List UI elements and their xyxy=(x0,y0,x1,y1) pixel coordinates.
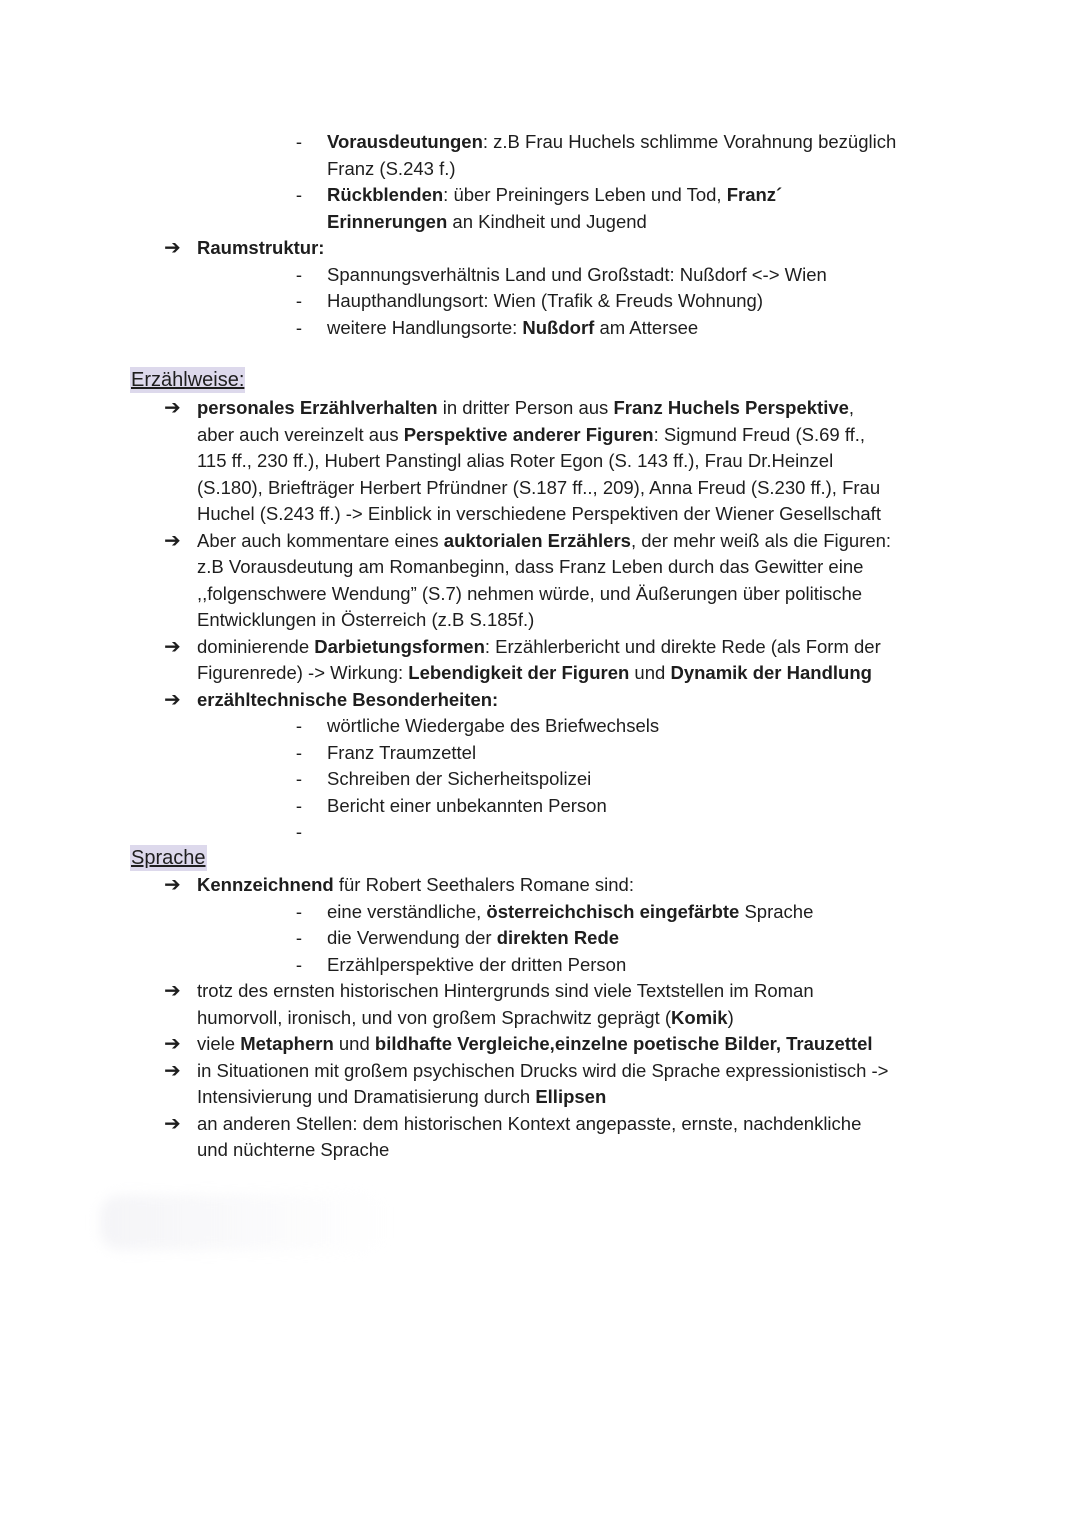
dash-bullet: - xyxy=(295,900,303,922)
term-vorausdeutungen: Vorausdeutungen xyxy=(327,131,483,152)
dash-bullet: - xyxy=(295,927,303,948)
arrow-item xyxy=(0,235,1080,262)
list-item: - Schreiben der Sicherheitspolizei xyxy=(0,766,1080,793)
arrow-icon: ➔ xyxy=(164,1033,181,1055)
arrow-icon: ➔ xyxy=(164,688,181,711)
term-rueckblenden: Rückblenden xyxy=(327,184,444,205)
list-item: - Haupthandlungsort: Wien (Trafik & Freuds Wohnung) xyxy=(0,288,1080,315)
raumstruktur-title: Raumstruktur: xyxy=(197,237,325,258)
list-item-continuation: Erinnerungen an Kindheit und Jugend xyxy=(327,210,647,232)
arrow-item: ➔ an anderen Stellen: dem historischen Kontext angepasste, ernste, nachdenkliche xyxy=(0,1111,1080,1138)
list-item: - Erzählperspektive der dritten Person xyxy=(0,952,1080,979)
arrow-icon: ➔ xyxy=(164,1112,181,1135)
list-item-empty xyxy=(0,819,1080,846)
arrow-icon: ➔ xyxy=(164,980,181,1002)
dash-bullet: - xyxy=(295,290,303,311)
list-item: - Spannungsverhältnis Land und Großstadt: Nußdorf <-> Wien xyxy=(0,262,1080,289)
arrow-item: ➔ Aber auch kommentare eines auktorialen Erzählers, der mehr weiß als die Figuren: xyxy=(0,528,1080,555)
arrow-icon: ➔ xyxy=(164,529,181,552)
arrow-icon: ➔ xyxy=(164,1059,181,1082)
arrow-item: ➔ Kennzeichnend für Robert Seethalers Romane sind: xyxy=(0,872,1080,899)
arrow-item: ➔ in Situationen mit großem psychischen Drucks wird die Sprache expressionistisch -> xyxy=(0,1058,1080,1085)
list-item: - wörtliche Wiedergabe des Briefwechsels xyxy=(0,713,1080,740)
dash-bullet: - xyxy=(295,821,303,842)
erzaehlweise-section: ➔ personales Erzählverhalten in dritter Person aus Franz Huchels Perspektive, aber auch vereinzelt aus Perspektive anderer Figuren: Sigmund Freud (S.69 ff., 115 ff., 230 ff.), Hubert Panstingl alias Roter Egon (S. 143 ff.), Frau Dr.Heinzel (S.180), Briefträger Herbert Pfründner (S.187 ff.., 209), Anna Freud (S.230 ff.), Frau Huchel (S.243 ff.) -> Einblick in verschiedene Perspektiven der Wiener Gesellschaft ➔ Aber auch kommentare eines auktorialen Erzählers, der mehr weiß als die Figuren: z.B Vorausdeutung am Romanbeginn, dass Franz Leben durch das Gewitter eine ,,folgenschwere Wendung” (S.7) nehmen würde, und Äußerungen über politische Entwicklungen in Österreich (z.B S.185f.) ➔ dominierende Darbietungsformen: Erzählerbericht und direkte Rede (als Form der Figurenrede) -> Wirkung: Lebendigkeit der Figuren und Dynamik der Handlung ➔ erzähltechnische Besonderheiten: - wörtliche Wiedergabe des Briefwechsels - Franz Traumzettel - Schreiben der Sicherheitspolizei - Bericht einer unbekannten Person - xyxy=(0,395,1080,846)
list-item: - Vorausdeutungen: z.B Frau Huchels schlimme Vorahnung bezüglich xyxy=(0,129,1080,156)
dash-bullet: - xyxy=(295,184,303,205)
list-item: - die Verwendung der direkten Rede xyxy=(0,925,1080,952)
list-item: - eine verständliche, österreichchisch eingefärbte Sprache xyxy=(0,899,1080,926)
list-item: - weitere Handlungsorte: Nußdorf am Attersee xyxy=(0,315,1080,342)
dash-bullet: - xyxy=(295,953,303,975)
sprache-section: ➔ Kennzeichnend für Robert Seethalers Romane sind: - eine verständliche, österreichchisch eingefärbte Sprache - die Verwendung der direkten Rede - Erzählperspektive der dritten Person ➔ trotz des ernsten historischen Hintergrunds sind viele Textstellen im Roman humorvoll, ironisch, und von großem Sprachwitz geprägt (Komik) ➔ viele Metaphern und bildhafte Vergleiche,einzelne poetische Bilder, Trauzettel ➔ in Situationen mit großem psychischen Drucks wird die Sprache expressionistisch -> Intensivierung und Dramatisierung durch Ellipsen ➔ an anderen Stellen: dem historischen Kontext angepasste, ernste, nachdenkliche und nüchterne Sprache xyxy=(0,872,1080,1164)
zeitstruktur-list xyxy=(0,129,1080,235)
arrow-icon: ➔ xyxy=(164,635,181,658)
dash-bullet: - xyxy=(295,316,303,338)
blurred-area xyxy=(100,1195,390,1250)
arrow-item: ➔ trotz des ernsten historischen Hintergrunds sind viele Textstellen im Roman xyxy=(0,978,1080,1005)
arrow-item: ➔ erzähltechnische Besonderheiten: xyxy=(0,687,1080,714)
arrow-icon: ➔ xyxy=(164,237,181,259)
dash-bullet: - xyxy=(295,768,303,789)
raumstruktur-section xyxy=(0,235,1080,341)
arrow-icon: ➔ xyxy=(164,397,181,419)
list-item-continuation: Franz (S.243 f.) xyxy=(327,157,456,179)
list-item: - Bericht einer unbekannten Person xyxy=(0,793,1080,820)
section-heading-sprache: Sprache xyxy=(131,847,206,869)
arrow-item: ➔ viele Metaphern und bildhafte Vergleiche,einzelne poetische Bilder, Trauzettel xyxy=(0,1031,1080,1058)
arrow-icon: ➔ xyxy=(164,874,181,896)
dash-bullet: - xyxy=(295,741,303,763)
arrow-item: ➔ personales Erzählverhalten in dritter Person aus Franz Huchels Perspektive, xyxy=(0,395,1080,422)
dash-bullet: - xyxy=(295,263,303,285)
dash-bullet: - xyxy=(295,131,303,152)
arrow-item: ➔ dominierende Darbietungsformen: Erzählerbericht und direkte Rede (als Form der xyxy=(0,634,1080,661)
dash-bullet: - xyxy=(295,794,303,816)
section-heading-erzaehlweise: Erzählweise: xyxy=(131,369,245,391)
list-item: - Franz Traumzettel xyxy=(0,740,1080,767)
list-item: - Rückblenden: über Preiningers Leben und Tod, Franz´ xyxy=(0,182,1080,209)
dash-bullet: - xyxy=(295,715,303,736)
